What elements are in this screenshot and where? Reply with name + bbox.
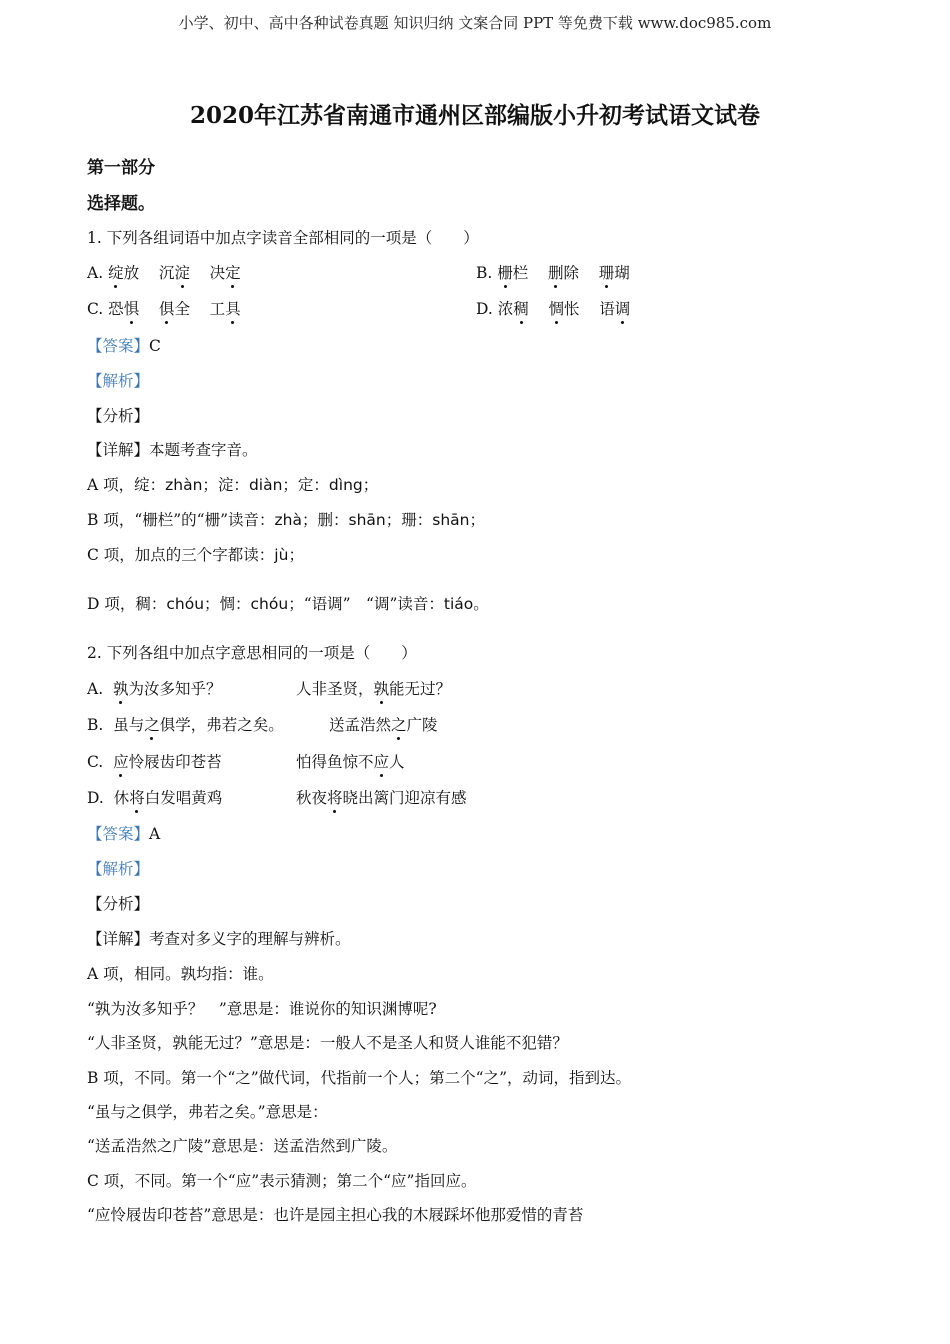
q2-detail-line: A 项，相同。孰均指：谁。 (87, 965, 274, 983)
q1-option-b: B. 栅栏 删除 珊瑚 (476, 264, 630, 282)
document-title: 2020年江苏省南通市通州区部编版小升初考试语文试卷 (189, 102, 760, 129)
q2-fenxi: 【分析】 (87, 895, 150, 913)
q2-answer: 【答案】A (87, 825, 161, 843)
q2-detail-line: “孰为汝多知乎？ ”意思是：谁说你的知识渊博呢? (87, 1000, 437, 1018)
q2-option-b-second: 送孟浩然之广陵 (329, 716, 438, 734)
q2-jiexi: 【解析】 (87, 860, 150, 878)
q2-detail-line: “送孟浩然之广陵”意思是：送孟浩然到广陵。 (87, 1137, 398, 1155)
q2-detail-line: C 项，不同。第一个“应”表示猜测；第二个“应”指回应。 (87, 1172, 477, 1190)
q2-option-c: C. 应怜屐齿印苍苔 (87, 753, 222, 771)
q1-stem: 1. 下列各组词语中加点字读音全部相同的一项是（ ） (87, 229, 479, 247)
q2-option-b: B. 虽与之俱学，弗若之矣。 (87, 716, 284, 734)
q1-detail-c: C 项，加点的三个字都读：jù； (87, 546, 304, 564)
q2-detail-line: B 项，不同。第一个“之”做代词，代指前一个人；第二个“之”，动词，指到达。 (87, 1069, 632, 1087)
q1-fenxi: 【分析】 (87, 407, 150, 425)
q1-jiexi: 【解析】 (87, 372, 150, 390)
section-heading: 选择题。 (87, 194, 155, 214)
q1-detail-b: B 项，“栅栏”的“栅”读音：zhà；删：shān；珊：shān； (87, 511, 485, 529)
part-heading: 第一部分 (87, 158, 155, 178)
q1-option-a: A. 绽放 沉淀 决定 (87, 264, 241, 282)
q2-stem: 2. 下列各组中加点字意思相同的一项是（ ） (87, 644, 417, 662)
q1-detail-a: A 项，绽：zhàn；淀：diàn；定：dìng； (87, 476, 379, 494)
q2-option-a-second: 人非圣贤，孰能无过？ (296, 680, 452, 698)
q1-option-d: D. 浓稠 惆怅 语调 (476, 300, 631, 318)
page-header: 小学、初中、高中各种试卷真题 知识归纳 文案合同 PPT 等免费下载 www.doc985.com (178, 14, 772, 32)
q2-option-c-second: 怕得鱼惊不应人 (296, 753, 405, 771)
q1-option-c: C. 恐惧 俱全 工具 (87, 300, 241, 318)
q1-answer: 【答案】C (87, 337, 161, 355)
q1-xiangjie: 【详解】本题考查字音。 (87, 441, 258, 459)
q2-xiangjie: 【详解】考查对多义字的理解与辨析。 (87, 930, 351, 948)
q2-detail-line: “虽与之俱学，弗若之矣。”意思是： (87, 1103, 328, 1121)
q2-option-d: D. 休将白发唱黄鸡 (87, 789, 223, 807)
q2-detail-line: “应怜屐齿印苍苔”意思是：也许是园主担心我的木屐踩坏他那爱惜的青苔 (87, 1206, 584, 1224)
q2-option-d-second: 秋夜将晓出篱门迎凉有感 (296, 789, 467, 807)
q1-detail-d: D 项，稠：chóu；惆：chóu；“语调” “调”读音：tiáo。 (87, 595, 489, 613)
q2-detail-line: “人非圣贤，孰能无过？”意思是：一般人不是圣人和贤人谁能不犯错？ (87, 1034, 568, 1052)
q2-option-a: A. 孰为汝多知乎？ (87, 680, 222, 698)
